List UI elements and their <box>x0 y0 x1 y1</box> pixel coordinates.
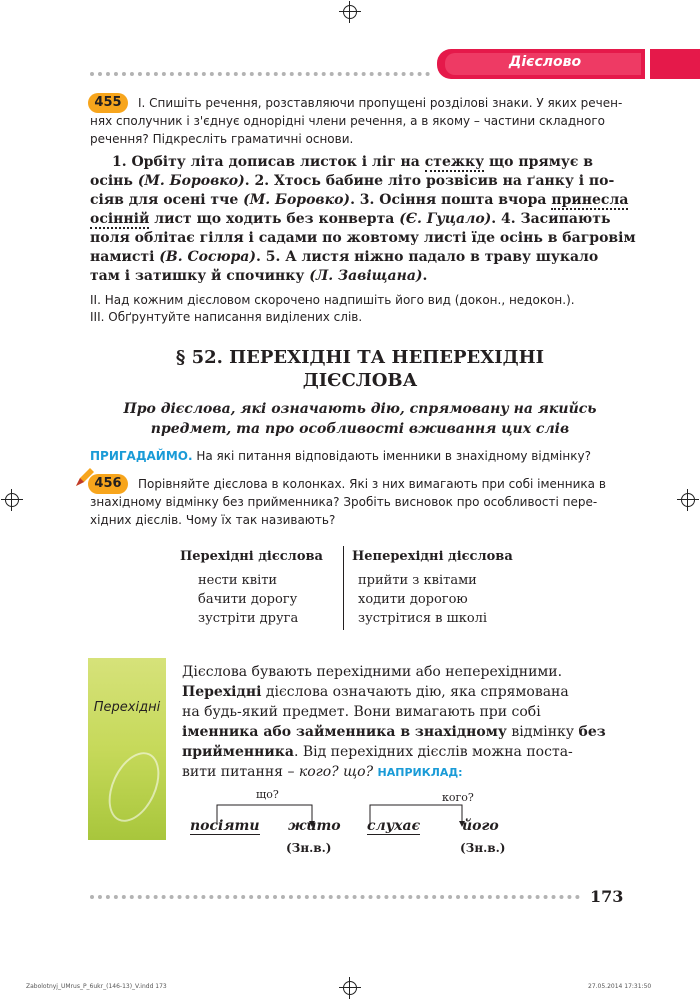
transitive-item-2: бачити дорогу <box>198 592 298 607</box>
example-line-4: осінній лист що ходить без конверта (Є. Гуцало). 4. Засипають <box>90 211 611 227</box>
exercise-455-task-3: III. Обґрунтуйте написання виділених слів. <box>90 310 363 324</box>
diagram-case-2: (Зн.в.) <box>460 841 506 855</box>
exercise-456-badge: 456 <box>88 474 128 494</box>
diagram-word-slukhaie: слухає <box>367 818 421 834</box>
rule-line-5: прийменника. Від перехідних дієслів можна поста- <box>182 744 573 760</box>
diagram-question-2: кого? <box>442 791 474 804</box>
diagram-word-yoho: його <box>462 818 499 834</box>
exercise-455-task-line-3: речення? Підкресліть граматичні основи. <box>90 132 354 146</box>
exercise-455-task-2: II. Над кожним дієсловом скорочено надпишіть його вид (докон., недокон.). <box>90 293 575 307</box>
intransitive-item-1: прийти з квітами <box>358 573 477 588</box>
rule-sidebar-label: Перехідні <box>93 700 161 715</box>
diagram-case-1: (Зн.в.) <box>286 841 332 855</box>
header-stripe <box>650 49 700 79</box>
rule-line-6: вити питання – кого? що? НАПРИКЛАД: <box>182 764 463 780</box>
example-line-1: 1. Орбіту літа дописав листок і ліг на стежку що прямує в <box>112 154 593 170</box>
header-title: Дієслово <box>508 54 582 70</box>
intransitive-item-3: зустрітися в школі <box>358 611 488 626</box>
exercise-456-task-line-2: знахідному відмінку без прийменника? Зробіть висновок про особливості пере- <box>90 495 598 509</box>
column-divider <box>343 546 344 630</box>
registration-mark-top <box>343 5 357 19</box>
diagram-word-posiiaty: посіяти <box>190 818 260 834</box>
registration-mark-left <box>5 493 19 507</box>
registration-mark-right <box>681 493 695 507</box>
exercise-455-task-line-1: I. Спишіть речення, розставляючи пропущені розділові знаки. У яких речен- <box>138 96 623 110</box>
diagram-question-1: що? <box>256 788 279 801</box>
exercise-456-task-line-1: Порівняйте дієслова в колонках. Які з них вимагають при собі іменника в <box>138 477 606 491</box>
rule-line-4: іменника або займенника в знахідному відмінку без <box>182 724 606 740</box>
footer-timestamp: 27.05.2014 17:31:50 <box>588 983 652 990</box>
exercise-456-task-line-3: хідних дієслів. Чому їх так називають? <box>90 513 336 527</box>
example-line-7: там і затишку й спочинку (Л. Завіщана). <box>90 268 428 284</box>
remember-note <box>90 449 591 463</box>
remember-label: ПРИГАДАЙМО. <box>90 449 193 463</box>
section-title-line-1: § 52. ПЕРЕХІДНІ ТА НЕПЕРЕХІДНІ <box>175 347 545 368</box>
column-head-transitive: Перехідні дієслова <box>180 549 323 564</box>
header-dotted-rule <box>90 72 430 76</box>
footer-file-info: Zabolotnyj_UMrus_P_6ukr_(146-13)_V.indd 173 <box>26 983 167 990</box>
footer-dotted-rule <box>90 895 580 899</box>
section-subtitle-line-2: предмет, та про особливості вживання цих слів <box>150 421 570 437</box>
exercise-455-task-line-2: нях сполучник і з'єднує однорідні члени речення, а в якому – частини складного <box>90 114 606 128</box>
section-title-line-2: ДІЄСЛОВА <box>302 370 418 391</box>
transitive-item-3: зустріти друга <box>198 611 299 626</box>
exercise-455-badge: 455 <box>88 93 128 113</box>
column-head-intransitive: Неперехідні дієслова <box>352 549 513 564</box>
registration-mark-bottom <box>343 981 357 995</box>
example-line-3: сіяв для осені тче (М. Боровко). 3. Осіння пошта вчора принесла <box>90 192 629 208</box>
page-number: 173 <box>590 887 624 906</box>
intransitive-item-2: ходити дорогою <box>358 592 468 607</box>
example-line-6: намисті (В. Сосюра). 5. А листя ніжно падало в траву шукало <box>90 249 599 265</box>
remember-text: На які питання відповідають іменники в знахідному відмінку? <box>192 449 591 463</box>
rule-line-1: Дієслова бувають перехідними або неперехідними. <box>182 664 563 680</box>
diagram-word-zhyto: жито <box>288 818 341 834</box>
rule-line-3: на будь-який предмет. Вони вимагають при собі <box>182 704 541 720</box>
example-line-2: осінь (М. Боровко). 2. Хтось бабине літо розвісив на ґанку і по- <box>90 173 615 189</box>
example-line-5: поля облітає гілля і садами по жовтому листі їде осінь в багровім <box>90 230 636 246</box>
section-subtitle-line-1: Про дієслова, які означають дію, спрямовану на якийсь <box>123 401 597 417</box>
transitive-item-1: нести квіти <box>198 573 278 588</box>
rule-line-2: Перехідні дієслова означають дію, яка спрямована <box>182 684 569 700</box>
